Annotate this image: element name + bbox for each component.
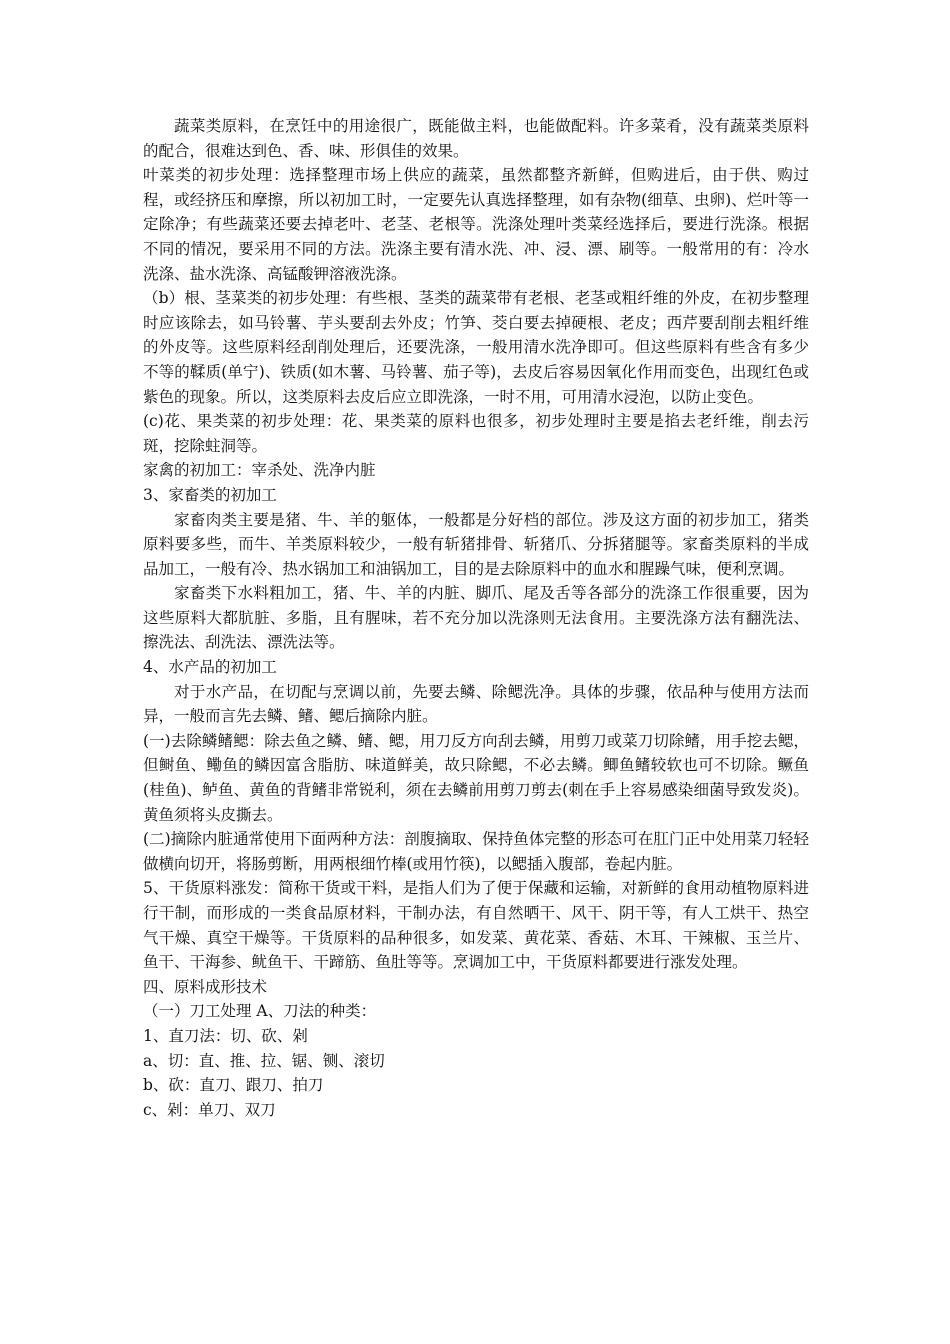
paragraph-vegetable-intro: 蔬菜类原料，在烹饪中的用途很广，既能做主料，也能做配料。许多菜肴，没有蔬菜类原料的配合，很难达到色、香、味、形俱佳的效果。 <box>143 117 809 160</box>
paragraph-root-stem-vegetables: （b）根、茎菜类的初步处理：有些根、茎类的蔬菜带有老根、老茎或粗纤维的外皮，在初步整理时应该除去，如马铃薯、芋头要刮去外皮；竹笋、茭白要去掉硬根、老皮；西芹要刮削去粗纤维的外皮等。这些原料经刮削处理后，还要洗涤，一般用清水洗净即可。但这些原料有些含有多少不等的鞣质(单宁)、铁质(如木薯、马铃薯、茄子等)，去皮后容易因氧化作用而变色，出现红色或紫色的现象。所以，这类原料去皮后应立即洗涤，一时不用，可用清水浸泡，以防止变色。 <box>143 289 809 406</box>
paragraph-poultry: 家禽的初加工：宰杀处、洗净内脏 <box>143 461 376 480</box>
list-item-cut: a、切：直、推、拉、锯、铡、滚切 <box>143 1051 385 1070</box>
paragraph-livestock-offal: 家畜类下水料粗加工，猪、牛、羊的内脏、脚爪、尾及舌等各部分的洗涤工作很重要，因为这些原料大都肮脏、多脂，且有腥味，若不充分加以洗涤则无法食用。主要洗涤方法有翻洗法、擦洗法、刮洗法、漂洗法等。 <box>143 584 809 652</box>
list-item-straight-knife: 1、直刀法：切、砍、剁 <box>143 1026 308 1045</box>
heading-livestock: 3、家畜类的初加工 <box>143 485 277 504</box>
paragraph-aquatic-intro: 对于水产品，在切配与烹调以前，先要去鳞、除鳃洗净。具体的步骤，依品种与使用方法而异，一般而言先去鳞、鳍、鳃后摘除内脏。 <box>143 682 809 726</box>
paragraph-flower-fruit-vegetables: (c)花、果类菜的初步处理：花、果类菜的原料也很多，初步处理时主要是掐去老纤维，削去污斑，挖除蛀洞等。 <box>143 412 809 455</box>
paragraph-remove-viscera: (二)摘除内脏通常使用下面两种方法：剖腹摘取、保持鱼体完整的形态可在肛门正中处用菜刀轻轻做横向切开，将肠剪断，用两根细竹棒(或用竹筷)，以鳃插入腹部，卷起内脏。 <box>143 830 809 873</box>
heading-knife-work: （一）刀工处理 A、刀法的种类： <box>143 1002 377 1021</box>
paragraph-dried-goods: 5、干货原料涨发：简称干货或干料，是指人们为了便于保藏和运输，对新鲜的食用动植物原料进行干制，而形成的一类食品原材料，干制办法，有自然晒干、风干、阴干等，有人工烘干、热空气干燥、真空干燥等。干货原料的品种很多，如发菜、黄花菜、香菇、木耳、干辣椒、玉兰片、鱼干、干海参、鱿鱼干、干蹄筋、鱼肚等等。烹调加工中，干货原料都要进行涨发处理。 <box>143 879 809 972</box>
heading-aquatic-products: 4、水产品的初加工 <box>143 658 277 677</box>
list-item-chop: b、砍：直刀、跟刀、拍刀 <box>143 1076 324 1095</box>
paragraph-remove-scales: (一)去除鳞鳍鳃：除去鱼之鳞、鳍、鳃，用刀反方向刮去鳞，用剪刀或菜刀切除鳍，用手挖去鳃，但鲥鱼、鳓鱼的鳞因富含脂肪、味道鲜美，故只除鳃，不必去鳞。鲫鱼鳍较软也可不切除。鳜鱼(桂鱼)、鲈鱼、黄鱼的背鳍非常锐利，须在去鳞前用剪刀剪去(刺在手上容易感染细菌导致发炎)。黄鱼须将头皮撕去。 <box>143 731 809 824</box>
list-item-mince: c、剁：单刀、双刀 <box>143 1100 276 1119</box>
document-body <box>143 114 809 1122</box>
paragraph-leafy-vegetables: 叶菜类的初步处理：选择整理市场上供应的蔬菜，虽然都整齐新鲜，但购进后，由于供、购过程，或经挤压和摩擦，所以初加工时，一定要先认真选择整理，如有杂物(细草、虫卵)、烂叶等一定除净；有些蔬菜还要去掉老叶、老茎、老根等。洗涤处理叶类菜经选择后，要进行洗涤。根据不同的情况，要采用不同的方法。洗涤主要有清水洗、冲、浸、漂、刷等。一般常用的有：冷水洗涤、盐水洗涤、高锰酸钾溶液洗涤。 <box>143 166 809 283</box>
paragraph-livestock-meat: 家畜肉类主要是猪、牛、羊的躯体，一般都是分好档的部位。涉及这方面的初步加工，猪类原料要多些，而牛、羊类原料较少，一般有斩猪排骨、斩猪爪、分拆猪腿等。家畜类原料的半成品加工，一般有冷、热水锅加工和油锅加工，目的是去除原料中的血水和腥躁气味，便利烹调。 <box>143 510 809 578</box>
heading-shaping-technique: 四、原料成形技术 <box>143 977 268 996</box>
